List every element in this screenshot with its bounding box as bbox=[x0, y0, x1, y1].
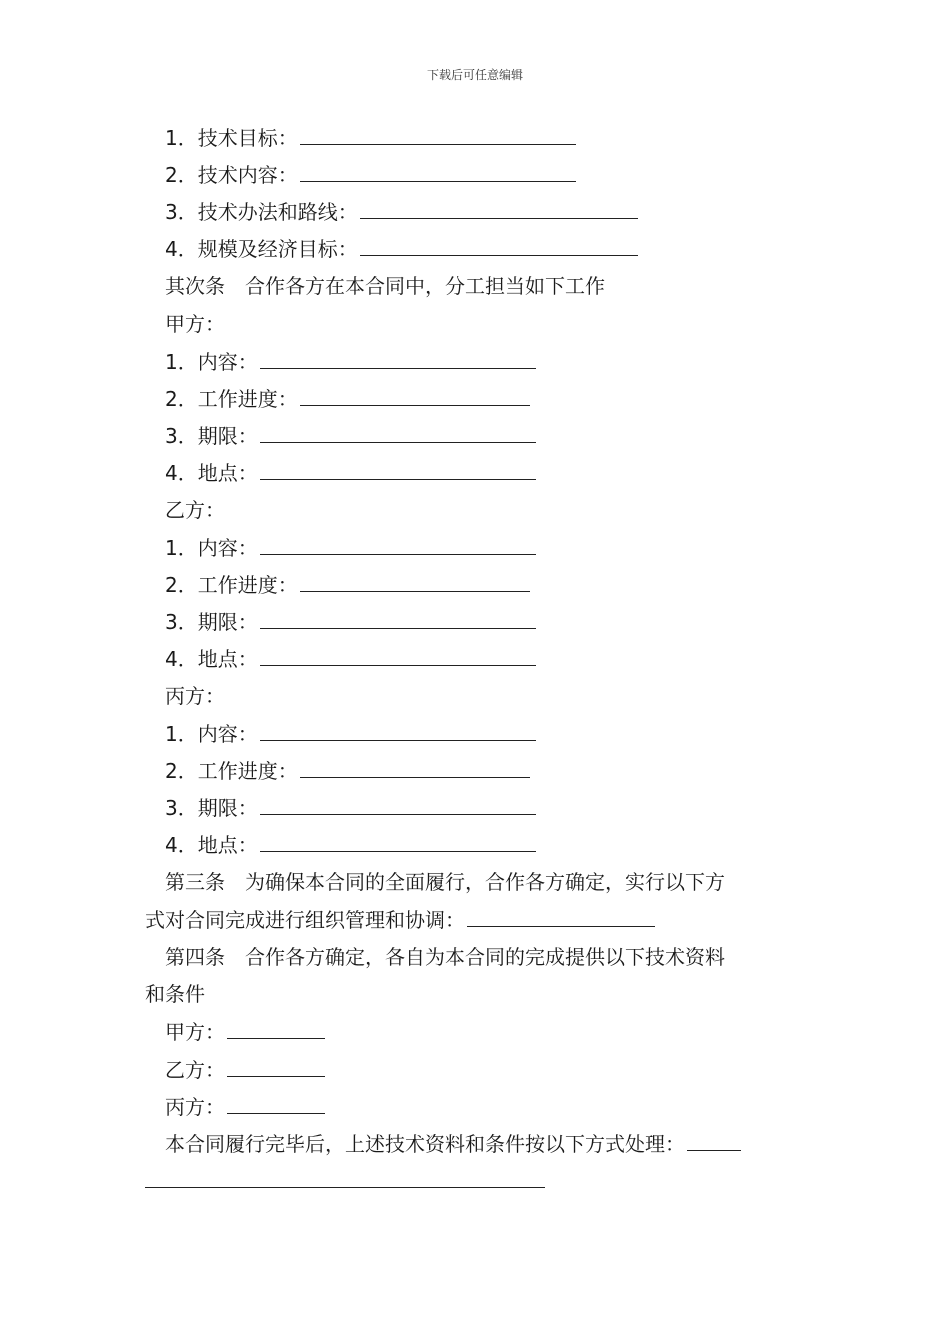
party-b-resources-line bbox=[165, 1056, 325, 1083]
party-c-resources-label: 丙方： bbox=[165, 1095, 225, 1119]
article-4-line-1: 第四条 合作各方确定，各自为本合同的完成提供以下技术资料 bbox=[165, 945, 725, 969]
party-c-resources-line bbox=[165, 1093, 325, 1120]
party-a-progress-blank[interactable] bbox=[300, 385, 530, 406]
party-b-deadline-label: 3．期限： bbox=[165, 610, 258, 634]
post-completion-line bbox=[165, 1130, 741, 1157]
scale-goal-blank[interactable] bbox=[360, 235, 638, 256]
scale-goal-label: 4．规模及经济目标： bbox=[165, 237, 358, 261]
post-completion-blank-2[interactable] bbox=[145, 1167, 545, 1188]
party-a-deadline-label: 3．期限： bbox=[165, 424, 258, 448]
article-3-line-2 bbox=[145, 906, 655, 933]
coordination-blank[interactable] bbox=[467, 906, 655, 927]
party-c-heading: 丙方： bbox=[165, 684, 225, 708]
party-c-content-blank[interactable] bbox=[260, 720, 536, 741]
party-b-deadline-blank[interactable] bbox=[260, 608, 536, 629]
page-header: 下载后可任意编辑 bbox=[426, 68, 523, 82]
tech-content-line bbox=[165, 161, 576, 188]
party-b-content-line bbox=[165, 534, 536, 561]
party-b-progress-label: 2．工作进度： bbox=[165, 573, 298, 597]
party-a-location-blank[interactable] bbox=[260, 459, 536, 480]
party-a-content-line bbox=[165, 348, 536, 375]
tech-goal-blank[interactable] bbox=[300, 124, 576, 145]
party-c-content-line bbox=[165, 720, 536, 747]
party-a-deadline-line bbox=[165, 422, 536, 449]
tech-content-blank[interactable] bbox=[300, 161, 576, 182]
party-b-content-label: 1．内容： bbox=[165, 536, 258, 560]
party-c-progress-line bbox=[165, 757, 530, 784]
tech-content-label: 2．技术内容： bbox=[165, 163, 298, 187]
party-a-resources-label: 甲方： bbox=[165, 1020, 225, 1044]
party-c-location-label: 4．地点： bbox=[165, 833, 258, 857]
party-c-resources-blank[interactable] bbox=[227, 1093, 325, 1114]
party-c-location-line bbox=[165, 831, 536, 858]
party-b-resources-label: 乙方： bbox=[165, 1058, 225, 1082]
party-b-location-blank[interactable] bbox=[260, 645, 536, 666]
party-b-content-blank[interactable] bbox=[260, 534, 536, 555]
party-a-location-line bbox=[165, 459, 536, 486]
party-c-content-label: 1．内容： bbox=[165, 722, 258, 746]
party-c-deadline-line bbox=[165, 794, 536, 821]
tech-goal-label: 1．技术目标： bbox=[165, 126, 298, 150]
party-b-heading: 乙方： bbox=[165, 498, 225, 522]
tech-method-label: 3．技术办法和路线： bbox=[165, 200, 358, 224]
post-completion-line-2 bbox=[145, 1167, 545, 1194]
party-a-location-label: 4．地点： bbox=[165, 461, 258, 485]
article-3-line-2-text: 式对合同完成进行组织管理和协调： bbox=[145, 908, 465, 932]
party-a-resources-blank[interactable] bbox=[227, 1018, 325, 1039]
party-a-progress-label: 2．工作进度： bbox=[165, 387, 298, 411]
party-a-deadline-blank[interactable] bbox=[260, 422, 536, 443]
article-2-heading: 其次条 合作各方在本合同中，分工担当如下工作 bbox=[165, 274, 605, 298]
party-a-resources-line bbox=[165, 1018, 325, 1045]
tech-goal-line bbox=[165, 124, 576, 151]
tech-method-line bbox=[165, 198, 638, 225]
party-b-progress-blank[interactable] bbox=[300, 571, 530, 592]
scale-goal-line bbox=[165, 235, 638, 262]
tech-method-blank[interactable] bbox=[360, 198, 638, 219]
party-b-location-label: 4．地点： bbox=[165, 647, 258, 671]
party-b-location-line bbox=[165, 645, 536, 672]
article-3-line-1: 第三条 为确保本合同的全面履行，合作各方确定，实行以下方 bbox=[165, 870, 725, 894]
article-4-line-2: 和条件 bbox=[145, 982, 205, 1006]
party-c-progress-blank[interactable] bbox=[300, 757, 530, 778]
party-b-progress-line bbox=[165, 571, 530, 598]
post-completion-label: 本合同履行完毕后，上述技术资料和条件按以下方式处理： bbox=[165, 1132, 685, 1156]
party-b-resources-blank[interactable] bbox=[227, 1056, 325, 1077]
party-c-progress-label: 2．工作进度： bbox=[165, 759, 298, 783]
party-c-deadline-blank[interactable] bbox=[260, 794, 536, 815]
party-c-location-blank[interactable] bbox=[260, 831, 536, 852]
party-a-content-blank[interactable] bbox=[260, 348, 536, 369]
party-a-content-label: 1．内容： bbox=[165, 350, 258, 374]
party-a-progress-line bbox=[165, 385, 530, 412]
post-completion-blank-1[interactable] bbox=[687, 1130, 741, 1151]
party-a-heading: 甲方： bbox=[165, 312, 225, 336]
party-b-deadline-line bbox=[165, 608, 536, 635]
party-c-deadline-label: 3．期限： bbox=[165, 796, 258, 820]
